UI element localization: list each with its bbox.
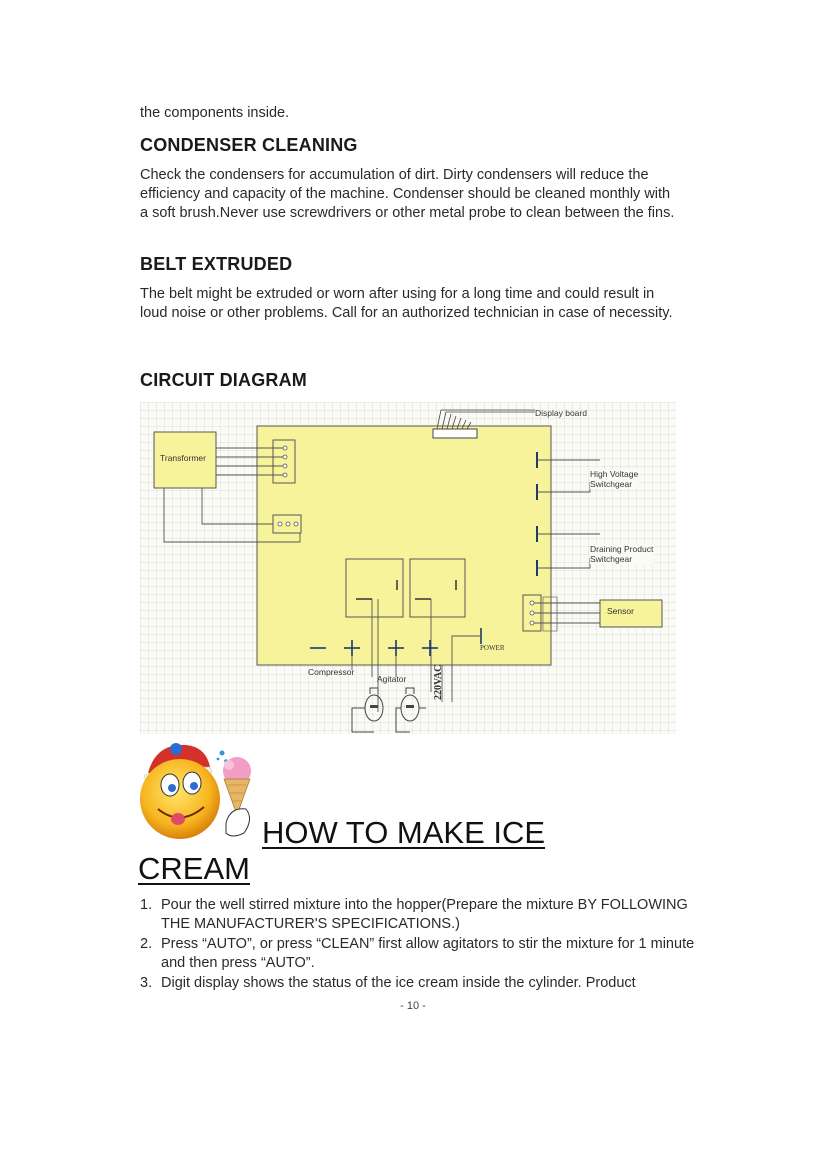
transformer-label: Transformer bbox=[160, 453, 206, 463]
how-to-title-line1: HOW TO MAKE ICE bbox=[262, 815, 546, 850]
intro-text: the components inside. bbox=[140, 105, 290, 121]
high-voltage-switchgear-label: High Voltage Switchgear bbox=[590, 469, 639, 489]
step-number: 3. bbox=[140, 975, 153, 991]
agitator-label: Agitator bbox=[377, 674, 407, 684]
ice-cream-emoji-illustration bbox=[134, 737, 274, 843]
belt-body: The belt might be extruded or worn after using for a long time and could result in loud noise or other problems. Call for an authorized technician in case of necessity. bbox=[140, 286, 673, 321]
list-item bbox=[140, 974, 700, 993]
step-text: Press “AUTO”, or press “CLEAN” first allow agitators to stir the mixture for 1 minute and then press “AUTO”. bbox=[161, 936, 695, 971]
step-text: Pour the well stirred mixture into the hopper(Prepare the mixture BY FOLLOWING THE MANUFACTURER'S SPECIFICATIONS.) bbox=[161, 897, 688, 932]
how-to-steps-list bbox=[140, 896, 700, 994]
220vac-label: 220VAC bbox=[433, 664, 444, 700]
smiley-with-ice-cream-icon bbox=[134, 737, 274, 843]
circuit-diagram bbox=[140, 402, 676, 734]
step-number: 2. bbox=[140, 936, 153, 952]
circuit-heading: CIRCUIT DIAGRAM bbox=[140, 370, 307, 390]
compressor-label: Compressor bbox=[308, 667, 355, 677]
draining-product-switchgear-label: Draining Product Switchgear bbox=[590, 544, 654, 564]
step-text: Digit display shows the status of the ice cream inside the cylinder. Product bbox=[161, 975, 636, 991]
sensor-label: Sensor bbox=[607, 606, 634, 616]
page-number: - 10 - bbox=[400, 1000, 426, 1012]
power-label: POWER bbox=[480, 644, 505, 652]
circuit-drawing bbox=[140, 402, 676, 734]
condenser-body: Check the condensers for accumulation of dirt. Dirty condensers will reduce the efficiency and capacity of the machine. Condenser should be cleaned monthly with a soft brush.Never use screwdrivers or other metal probe to clean between the fins. bbox=[140, 167, 675, 221]
step-number: 1. bbox=[140, 897, 153, 913]
display-board-label: Display board bbox=[535, 408, 587, 418]
condenser-heading: CONDENSER CLEANING bbox=[140, 135, 358, 155]
list-item bbox=[140, 935, 700, 973]
how-to-title-line2: CREAM bbox=[138, 851, 250, 886]
belt-heading: BELT EXTRUDED bbox=[140, 254, 293, 274]
list-item bbox=[140, 896, 700, 934]
